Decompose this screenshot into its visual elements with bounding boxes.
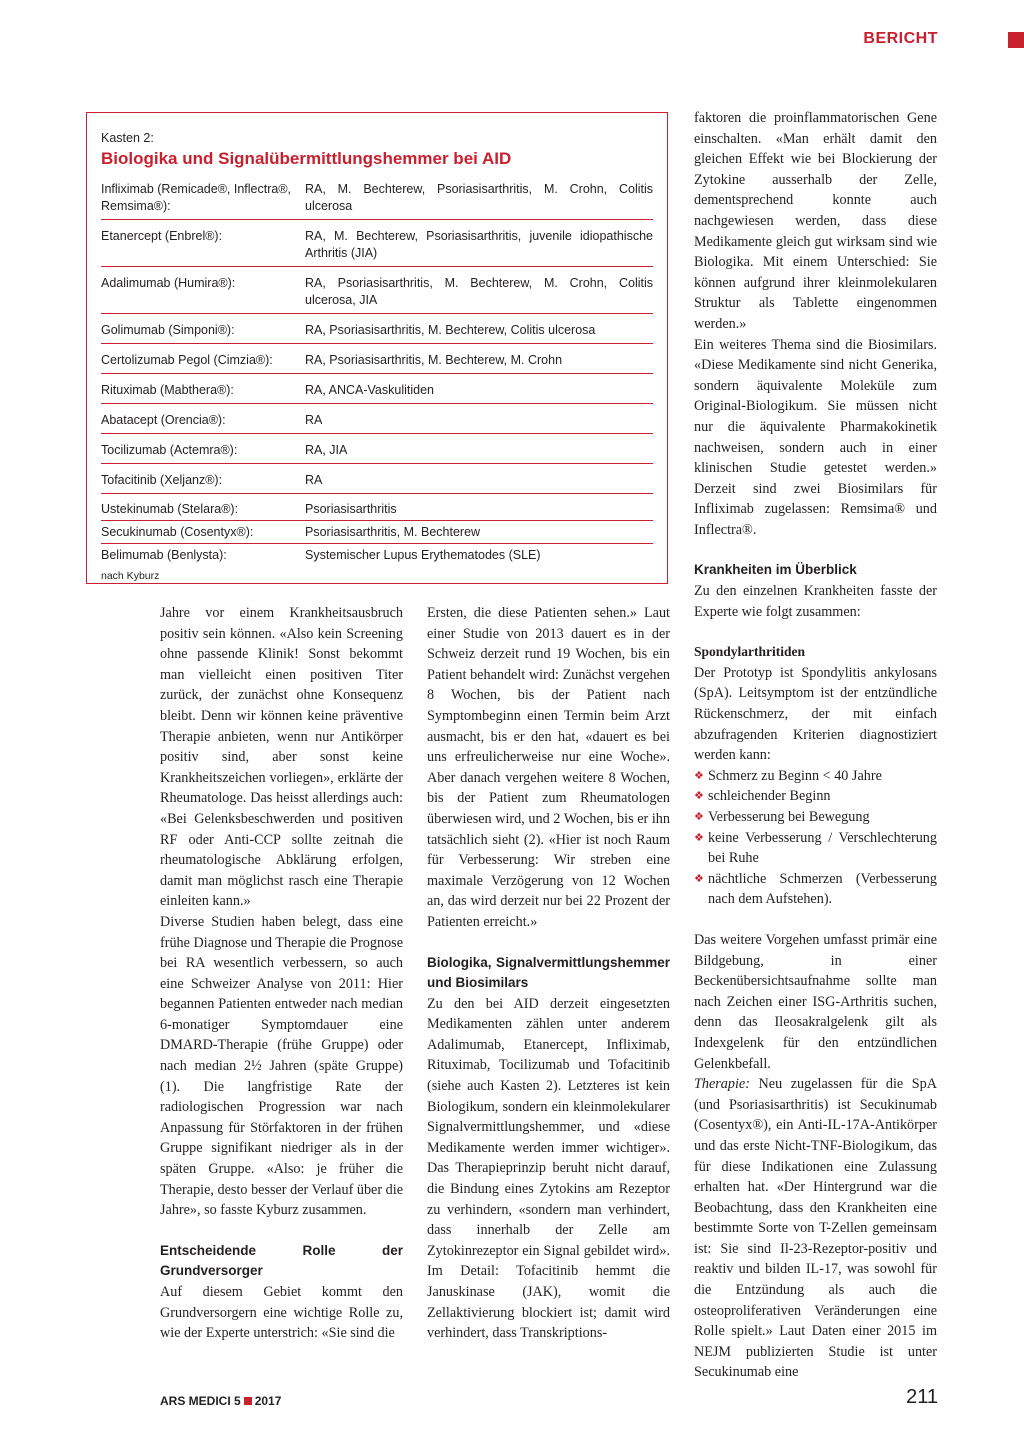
journal-year: 2017 [254, 1394, 282, 1408]
drug-indication: RA, Psoriasisarthritis, M. Bechterew, M. Crohn, Colitis ulcerosa, JIA [305, 276, 653, 307]
paragraph: Ersten, die diese Patienten sehen.» Laut einer Studie von 2013 dauert es in der Schweiz derzeit rund 19 Wochen, bis ein Patient behandelt wird: Zunächst vergehen 8 Wochen, bis der Patient nach Symptombeginn einen Termin beim Arzt ausmacht, bis er den hat, «dauert es bei uns erfreulicherweise nur eine Woche». Aber danach vergehen weitere 8 Wochen, bis der Patient zum Rheumatologen überwiesen wird, und 2 Wochen, bis er ihn tatsächlich sieht (2). «Hier ist noch Raum für Verbesserung: Wir streben eine maximale Verzögerung von 12 Wochen an, das wird derzeit nur bei 22 Prozent der Patienten erreicht.» [427, 605, 670, 930]
text-column-3 [694, 108, 937, 1383]
drug-row [101, 546, 653, 566]
drug-indication: Systemischer Lupus Erythematodes (SLE) [305, 548, 541, 562]
drug-indication: RA, M. Bechterew, Psoriasisarthritis, juvenile idiopathische Arthritis (JIA) [305, 229, 653, 260]
drug-row [101, 470, 653, 494]
bullet-icon: ❖ [694, 811, 704, 823]
bullet-icon: ❖ [694, 769, 704, 782]
drug-row [101, 226, 653, 267]
therapy-lead: Therapie: [694, 1076, 750, 1093]
list-item [694, 869, 937, 910]
drug-indication: RA, Psoriasisarthritis, M. Bechterew, M. Crohn [305, 353, 563, 367]
drug-indication: RA [305, 473, 323, 487]
list-item-text: schleichender Beginn [708, 788, 831, 805]
drug-name: Ustekinumab (Stelara®): [101, 502, 239, 516]
list-item-text: Verbesserung bei Bewegung [708, 809, 870, 825]
drug-row [101, 273, 653, 314]
footer-journal [160, 1394, 281, 1408]
box-kicker: Kasten 2: [101, 131, 154, 145]
paragraph: Jahre vor einem Krankheitsausbruch positiv sein können. «Also kein Screening ohne passende Klinik! Sonst bekommt man vielleicht einen positiven Titer zurück, der zunächst ohne Konsequenz bleibt. Denn wir können keine präventive Therapie anbieten, wenn nur Antikörper positiv sind, aber sonst keine Krankheitszeichen vorliegen», erklärte der Rheumatologe. Das heisst allerdings auch: «Bei Gelenksbeschwerden und positiven RF oder Anti-CCP sollte zeitnah die rheumatologische Abklärung erfolgen, damit man möglichst rasch eine Therapie einleiten kann.» [160, 605, 403, 910]
drug-name: Certolizumab Pegol (Cimzia®): [101, 353, 273, 367]
page-number: 211 [906, 1386, 938, 1408]
list-item [694, 766, 937, 787]
drug-row [101, 410, 653, 434]
list-item-text: nächtliche Schmerzen (Verbesserung nach dem Aufstehen). [708, 870, 937, 908]
list-item [694, 786, 937, 807]
paragraph: Auf diesem Gebiet kommt den Grundversorgern eine wichtige Rolle zu, wie der Experte unterstrich: «Sie sind die [160, 1284, 403, 1342]
box-title: Biologika und Signalübermittlungshemmer bei AID [101, 149, 512, 168]
drug-indication: Psoriasisarthritis, M. Bechterew [305, 525, 481, 539]
paragraph: Zu den bei AID derzeit eingesetzten Medikamenten zählen unter anderem Adalimumab, Etanercept, Infliximab, Rituximab, Tocilizumab und Tofacitinib (siehe auch Kasten 2). Letzteres ist kein Biologikum, sondern ein kleinmolekularer Signalvermittlungshemmer, und «diese Medikamente werden immer wichtiger». Das Therapieprinzip beruht nicht darauf, die Bindung eines Zytokins am Rezeptor zu verhindern, «sondern man verhindert, dass innerhalb der Zelle am Zytokinrezeptor ein Signal gebildet wird». Im Detail: Tofacitinib hemmt die Januskinase (JAK), womit die Zellaktivierung blockiert ist; damit wird verhindert, dass Transkriptions- [427, 995, 670, 1342]
section-heading: Entscheidende Rolle der Grundversorger [160, 1242, 403, 1279]
drug-row [101, 179, 653, 220]
drug-name: Tocilizumab (Actemra®): [101, 443, 238, 457]
drug-row [101, 320, 653, 344]
drug-name: Etanercept (Enbrel®): [101, 229, 223, 243]
journal-name: ARS MEDICI 5 [160, 1394, 241, 1408]
drug-row [101, 440, 653, 464]
therapy-text: Neu zugelassen für die SpA (und Psoriasisarthritis) ist Secukinumab (Cosentyx®), ein Anti-IL-17A-Antikörper und das erste Nicht-TNF-Biologikum, das für diese Indikationen eine Zulassung erhalten hat. «Der Hintergrund war die Beobachtung, dass den Krankheiten eine bestimmte Sorte von T-Zellen gemeinsam ist: Sie sind Il-23-Rezeptor-positiv und reaktiv und bilden IL-17, was sowohl für die Entzündung als auch die osteoproliferativen Veränderungen eine Rolle spielt.» Laut Daten einer 2015 im NEJM publizierten Studie ist unter Secukinumab eine [694, 1076, 937, 1381]
list-item-text: keine Verbesserung / Verschlechterung bei Ruhe [708, 829, 937, 867]
paragraph: Diverse Studien haben belegt, dass eine frühe Diagnose und Therapie die Prognose bei RA wesentlich verbessern, so auch eine Schweizer Analyse von 2011: Hier begannen Patienten entweder nach median 6-monatiger Symptomdauer eine DMARD-Therapie (frühe Gruppe) oder nach median 2½ Jahren (späte Gruppe) (1). Die langfristige Rate der radiologischen Progression war nach Anpassung für Störfaktoren in der frühen Gruppe signifikant niedriger als in der späten Gruppe. «Also: je früher die Therapie, desto besser der Verlauf über die Jahre», so fasste Kyburz zusammen. [160, 913, 403, 1219]
subheading: Spondylarthritiden [694, 644, 806, 660]
drug-row [101, 500, 653, 521]
drug-name: Golimumab (Simponi®): [101, 323, 235, 337]
bullet-icon: ❖ [694, 872, 704, 885]
list-item [694, 828, 937, 869]
drug-row [101, 380, 653, 404]
section-label: BERICHT [863, 30, 938, 47]
bullet-icon: ❖ [694, 831, 704, 844]
drug-name: Tofacitinib (Xeljanz®): [101, 473, 223, 487]
drug-name: Rituximab (Mabthera®): [101, 383, 234, 397]
paragraph [694, 1074, 937, 1383]
section-heading: Biologika, Signalvermittlungshemmer und Biosimilars [427, 954, 670, 991]
drug-row [101, 523, 653, 544]
paragraph: Der Prototyp ist Spondylitis ankylosans (SpA). Leitsymptom ist der entzündliche Rückenschmerz, der mit einfach abzufragenden Kriterien diagnostiziert werden kann: [694, 664, 937, 764]
list-item [694, 807, 937, 828]
section-heading: Krankheiten im Überblick [694, 562, 857, 578]
paragraph: faktoren die proinflammatorischen Gene einschalten. «Man erhält damit den gleichen Effekt wie bei Blockierung der Zytokine ausserhalb der Zelle, dementsprechend konnte auch nachgewiesen werden, dass diese Medikamente gleich gut wirksam sind wie Biologika. Mit einem Unterschied: Sie können aufgrund ihrer kleinmolekularen Struktur als Tablette eingenommen werden.» [694, 110, 937, 332]
list-item-text: Schmerz zu Beginn < 40 Jahre [708, 767, 882, 784]
drug-name: Abatacept (Orencia®): [101, 413, 226, 427]
drug-name: Secukinumab (Cosentyx®): [101, 525, 254, 539]
drug-indication: RA [305, 413, 323, 427]
info-box [86, 112, 668, 584]
drug-indication: RA, M. Bechterew, Psoriasisarthritis, M. Crohn, Colitis ulcerosa [305, 182, 653, 213]
drug-name: Adalimumab (Humira®): [101, 276, 236, 290]
paragraph: Das weitere Vorgehen umfasst primär eine Bildgebung, in einer Beckenübersichtsaufnahme sollte man nach Zeichen einer ISG-Arthritis suchen, denn das Ileosakralgelenk gilt als Indexgelenk für den entzündlichen Gelenkbefall. [694, 931, 937, 1072]
bullet-icon: ❖ [694, 790, 704, 803]
section-marker [1008, 32, 1024, 48]
paragraph: Zu den einzelnen Krankheiten fasste der Experte wie folgt zusammen: [694, 583, 937, 620]
criteria-list [694, 766, 937, 910]
footer-marker [244, 1397, 252, 1405]
drug-indication: RA, Psoriasisarthritis, M. Bechterew, Colitis ulcerosa [305, 323, 596, 337]
drug-indication: Psoriasisarthritis [305, 502, 397, 516]
drug-table [101, 179, 653, 566]
drug-indication: RA, JIA [305, 443, 348, 457]
drug-name: Infliximab (Remicade®, Inflectra®, Remsima®): [101, 182, 292, 213]
text-column-2 [427, 603, 670, 1344]
drug-indication: RA, ANCA-Vaskulitiden [305, 383, 434, 397]
paragraph: Ein weiteres Thema sind die Biosimilars. «Diese Medikamente sind nicht Generika, sondern äquivalente Moleküle zum Original-Biologikum. Sie müssen nicht nur die äquivalente Pharmakokinetik nachweisen, sondern auch in einer klinischen Studie getestet werden.» Derzeit sind zwei Biosimilars für Infliximab zugelassen: Remsima® und Inflectra®. [694, 336, 937, 538]
drug-row [101, 350, 653, 374]
box-source: nach Kyburz [101, 570, 160, 582]
drug-name: Belimumab (Benlysta): [101, 548, 227, 562]
text-column-1 [160, 603, 403, 1344]
